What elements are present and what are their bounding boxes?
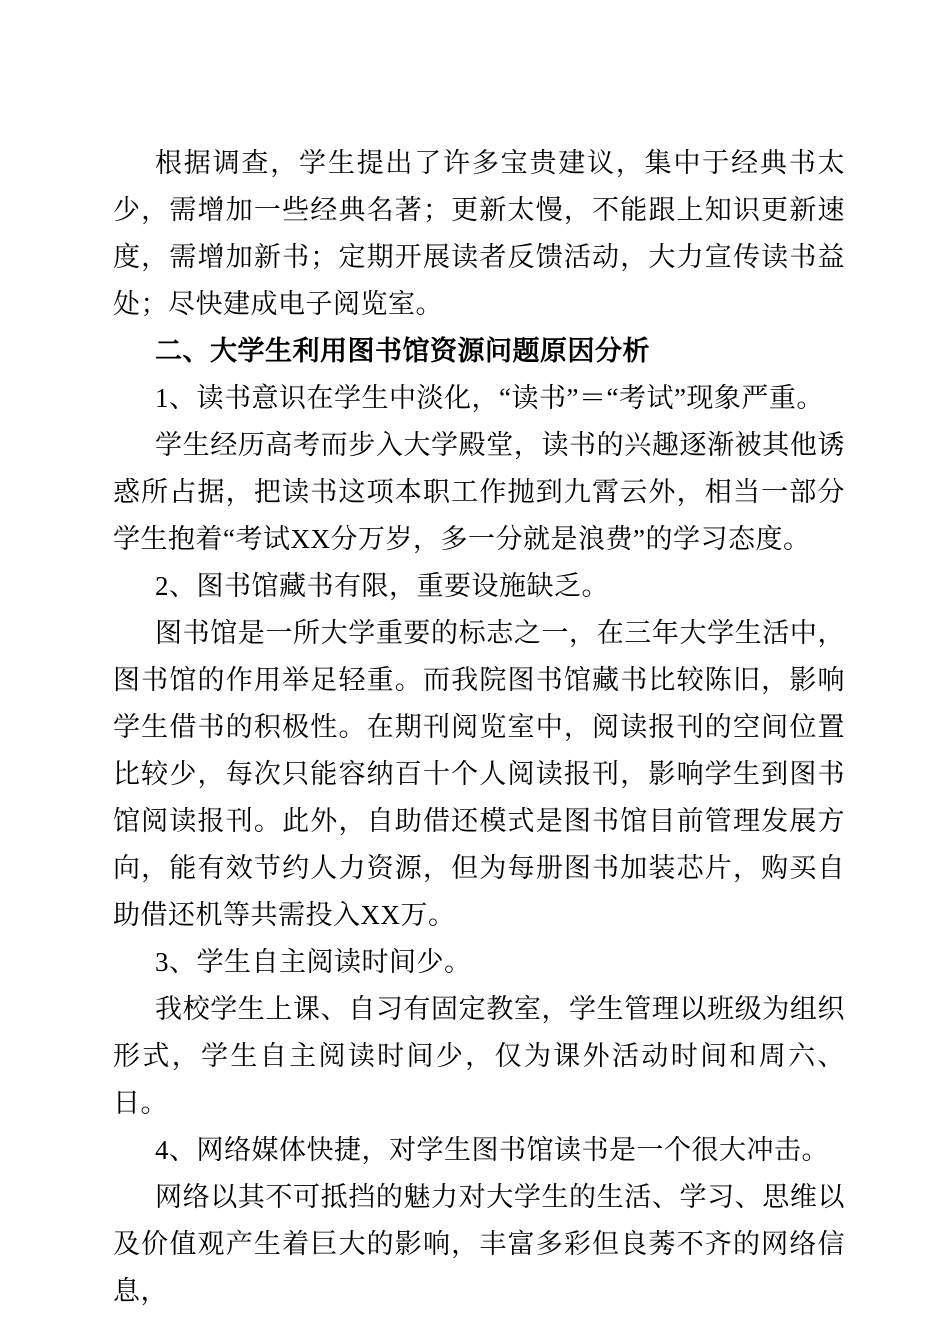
paragraph-point-1-title: 1、读书意识在学生中淡化，“读书”＝“考试”现象严重。 bbox=[155, 383, 824, 413]
paragraph-point-2-body: 图书馆是一所大学重要的标志之一，在三年大学生活中，图书馆的作用举足轻重。而我院图书馆藏书比较陈旧，影响学生借书的积极性。在期刊阅览室中，阅读报刊的空间位置比较少，每次只能容纳百十个人阅读报刊，影响学生到图书馆阅读报刊。此外，自助借还模式是图书馆目前管理发展方向，能有效节约人力资源，但为每册图书加装芯片，购买自助借还机等共需投入XX万。 bbox=[113, 618, 845, 930]
paragraph-point-1-body: 学生经历高考而步入大学殿堂，读书的兴趣逐渐被其他诱惑所占据，把读书这项本职工作抛到九霄云外，相当一部分学生抱着“考试XX分万岁，多一分就是浪费”的学习态度。 bbox=[113, 430, 845, 554]
section-heading-cause-analysis: 二、大学生利用图书馆资源问题原因分析 bbox=[155, 336, 650, 366]
paragraph-point-3-title: 3、学生自主阅读时间少。 bbox=[155, 947, 472, 977]
paragraph-point-4-body: 网络以其不可抵挡的魅力对大学生的生活、学习、思维以及价值观产生着巨大的影响，丰富多彩但良莠不齐的网络信息， bbox=[113, 1182, 845, 1306]
paragraph-feedback-suggestions: 根据调查，学生提出了许多宝贵建议，集中于经典书太少，需增加一些经典名著；更新太慢，不能跟上知识更新速度，需增加新书；定期开展读者反馈活动，大力宣传读书益处；尽快建成电子阅览室。 bbox=[113, 148, 845, 319]
paragraph-point-4-title: 4、网络媒体快捷，对学生图书馆读书是一个很大冲击。 bbox=[155, 1135, 829, 1165]
paragraph-point-2-title: 2、图书馆藏书有限，重要设施缺乏。 bbox=[155, 571, 609, 601]
document-content bbox=[113, 140, 845, 1315]
paragraph-point-3-body: 我校学生上课、自习有固定教室，学生管理以班级为组织形式，学生自主阅读时间少，仅为课外活动时间和周六、日。 bbox=[113, 994, 845, 1118]
